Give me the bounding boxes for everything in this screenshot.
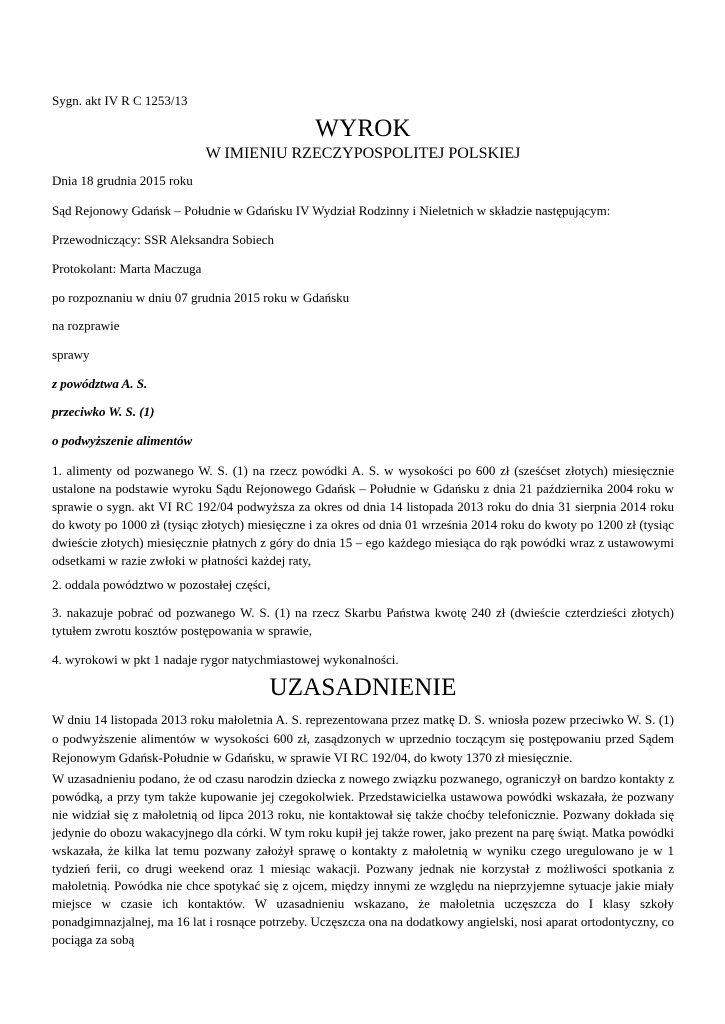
ruling-item: 3. nakazuje pobrać od pozwanego W. S. (1) na rzecz Skarbu Państwa kwotę 240 zł (dwieście czterdzieści złotych) tytułem zwrotu kosztów postępowania w sprawie, (52, 605, 674, 639)
hearing-type: na rozprawie (52, 318, 120, 333)
presiding-judge: Przewodniczący: SSR Aleksandra Sobiech (52, 232, 275, 247)
claimant: z powództwa A. S. (52, 376, 148, 391)
ruling-item: 1. alimenty od pozwanego W. S. (1) na rzecz powódki A. S. w wysokości po 600 zł (sześćset złotych) miesięcznie ustalone na podstawie wyroku Sądu Rejonowego Gdańsk – Południe w Gdańsku z dnia 21 października 2004 roku w sprawie o sygn. akt VI RC 192/04 podwyższa za okres od dnia 14 listopada 2013 roku do dnia 31 sierpnia 2014 roku do kwoty po 1000 zł (tysiąc złotych) miesięczne i za okres od dnia 01 września 2014 roku do kwoty po 1200 zł (tysiąc dwieście złotych) miesięcznie płatnych z góry do dnia 15 – ego każdego miesiąca do rąk powódki wraz z ustawowymi odsetkami w razie zwłoki w płatności każdej raty, (52, 463, 674, 568)
judgment-date: Dnia 18 grudnia 2015 roku (52, 173, 193, 188)
court-clerk: Protokolant: Marta Maczuga (52, 261, 202, 276)
justification-paragraph: W dniu 14 listopada 2013 roku małoletnia A. S. reprezentowana przez matkę D. S. wniosła pozew przeciwko W. S. (1) o podwyższenie alimentów w wysokości 600 zł, zasądzonych w uprzednio toczącym się postępowaniu przed Sądem Rejonowym Gdańsk-Południe w Gdańsku, w sprawie VI RC 192/04, do kwoty 1370 zł miesięcznie. (52, 712, 674, 765)
case-subject: o podwyższenie alimentów (52, 433, 193, 448)
ruling-item: 4. wyrokowi w pkt 1 nadaje rygor natychmiastowej wykonalności. (52, 652, 399, 667)
court-composition: Sąd Rejonowy Gdańsk – Południe w Gdańsku IV Wydział Rodzinny i Nieletnich w składzie następującym: (52, 203, 611, 218)
justification-paragraph: W uzasadnieniu podano, że od czasu narodzin dziecka z nowego związku pozwanego, ograniczył on bardzo kontakty z powódką, a przy tym także kupowanie jej czegokolwiek. Przedstawicielka ustawowa powódki wskazała, że pozwany nie widział się z małoletnią od lipca 2013 roku, nie kontaktował się także choćby telefonicznie. Pozwany dokłada się jedynie do obozu wakacyjnego dla córki. W tym roku kupił jej także rower, jako prezent na parę świąt. Matka powódki wskazała, że kilka lat temu pozwany założył sprawę o kontakty z małoletnią w wyniku czego uregulowano je w 1 tydzień ferii, co drugi weekend oraz 1 miesiąc wakacji. Pozwany jednak nie korzystał z możliwości spotkania z małoletnią. Powódka nie chce spotykać się z ojcem, między innymi ze względu na nieprzyjemne sytuacje jakie miały miejsce w czasie ich kontaktów. W uzasadnieniu wskazano, że małoletnia uczęszcza do I klasy szkoły ponadgimnazjalnej, ma 16 lat i rosnące potrzeby. Uczęszcza ona na dodatkowy angielski, nosi aparat ortodontyczny, co pociąga za sobą (52, 771, 674, 948)
judgment-subtitle: W IMIENIU RZECZYPOSPOLITEJ POLSKIEJ (205, 145, 521, 162)
ruling-item: 2. oddala powództwo w pozostałej części, (52, 577, 271, 592)
case-word: sprawy (52, 347, 90, 362)
defendant: przeciwko W. S. (1) (52, 404, 155, 419)
judgment-title: WYROK (315, 115, 411, 142)
case-signature: Sygn. akt IV R C 1253/13 (52, 93, 188, 108)
justification-title: UZASADNIENIE (269, 674, 457, 701)
hearing-info: po rozpoznaniu w dniu 07 grudnia 2015 roku w Gdańsku (52, 290, 350, 305)
